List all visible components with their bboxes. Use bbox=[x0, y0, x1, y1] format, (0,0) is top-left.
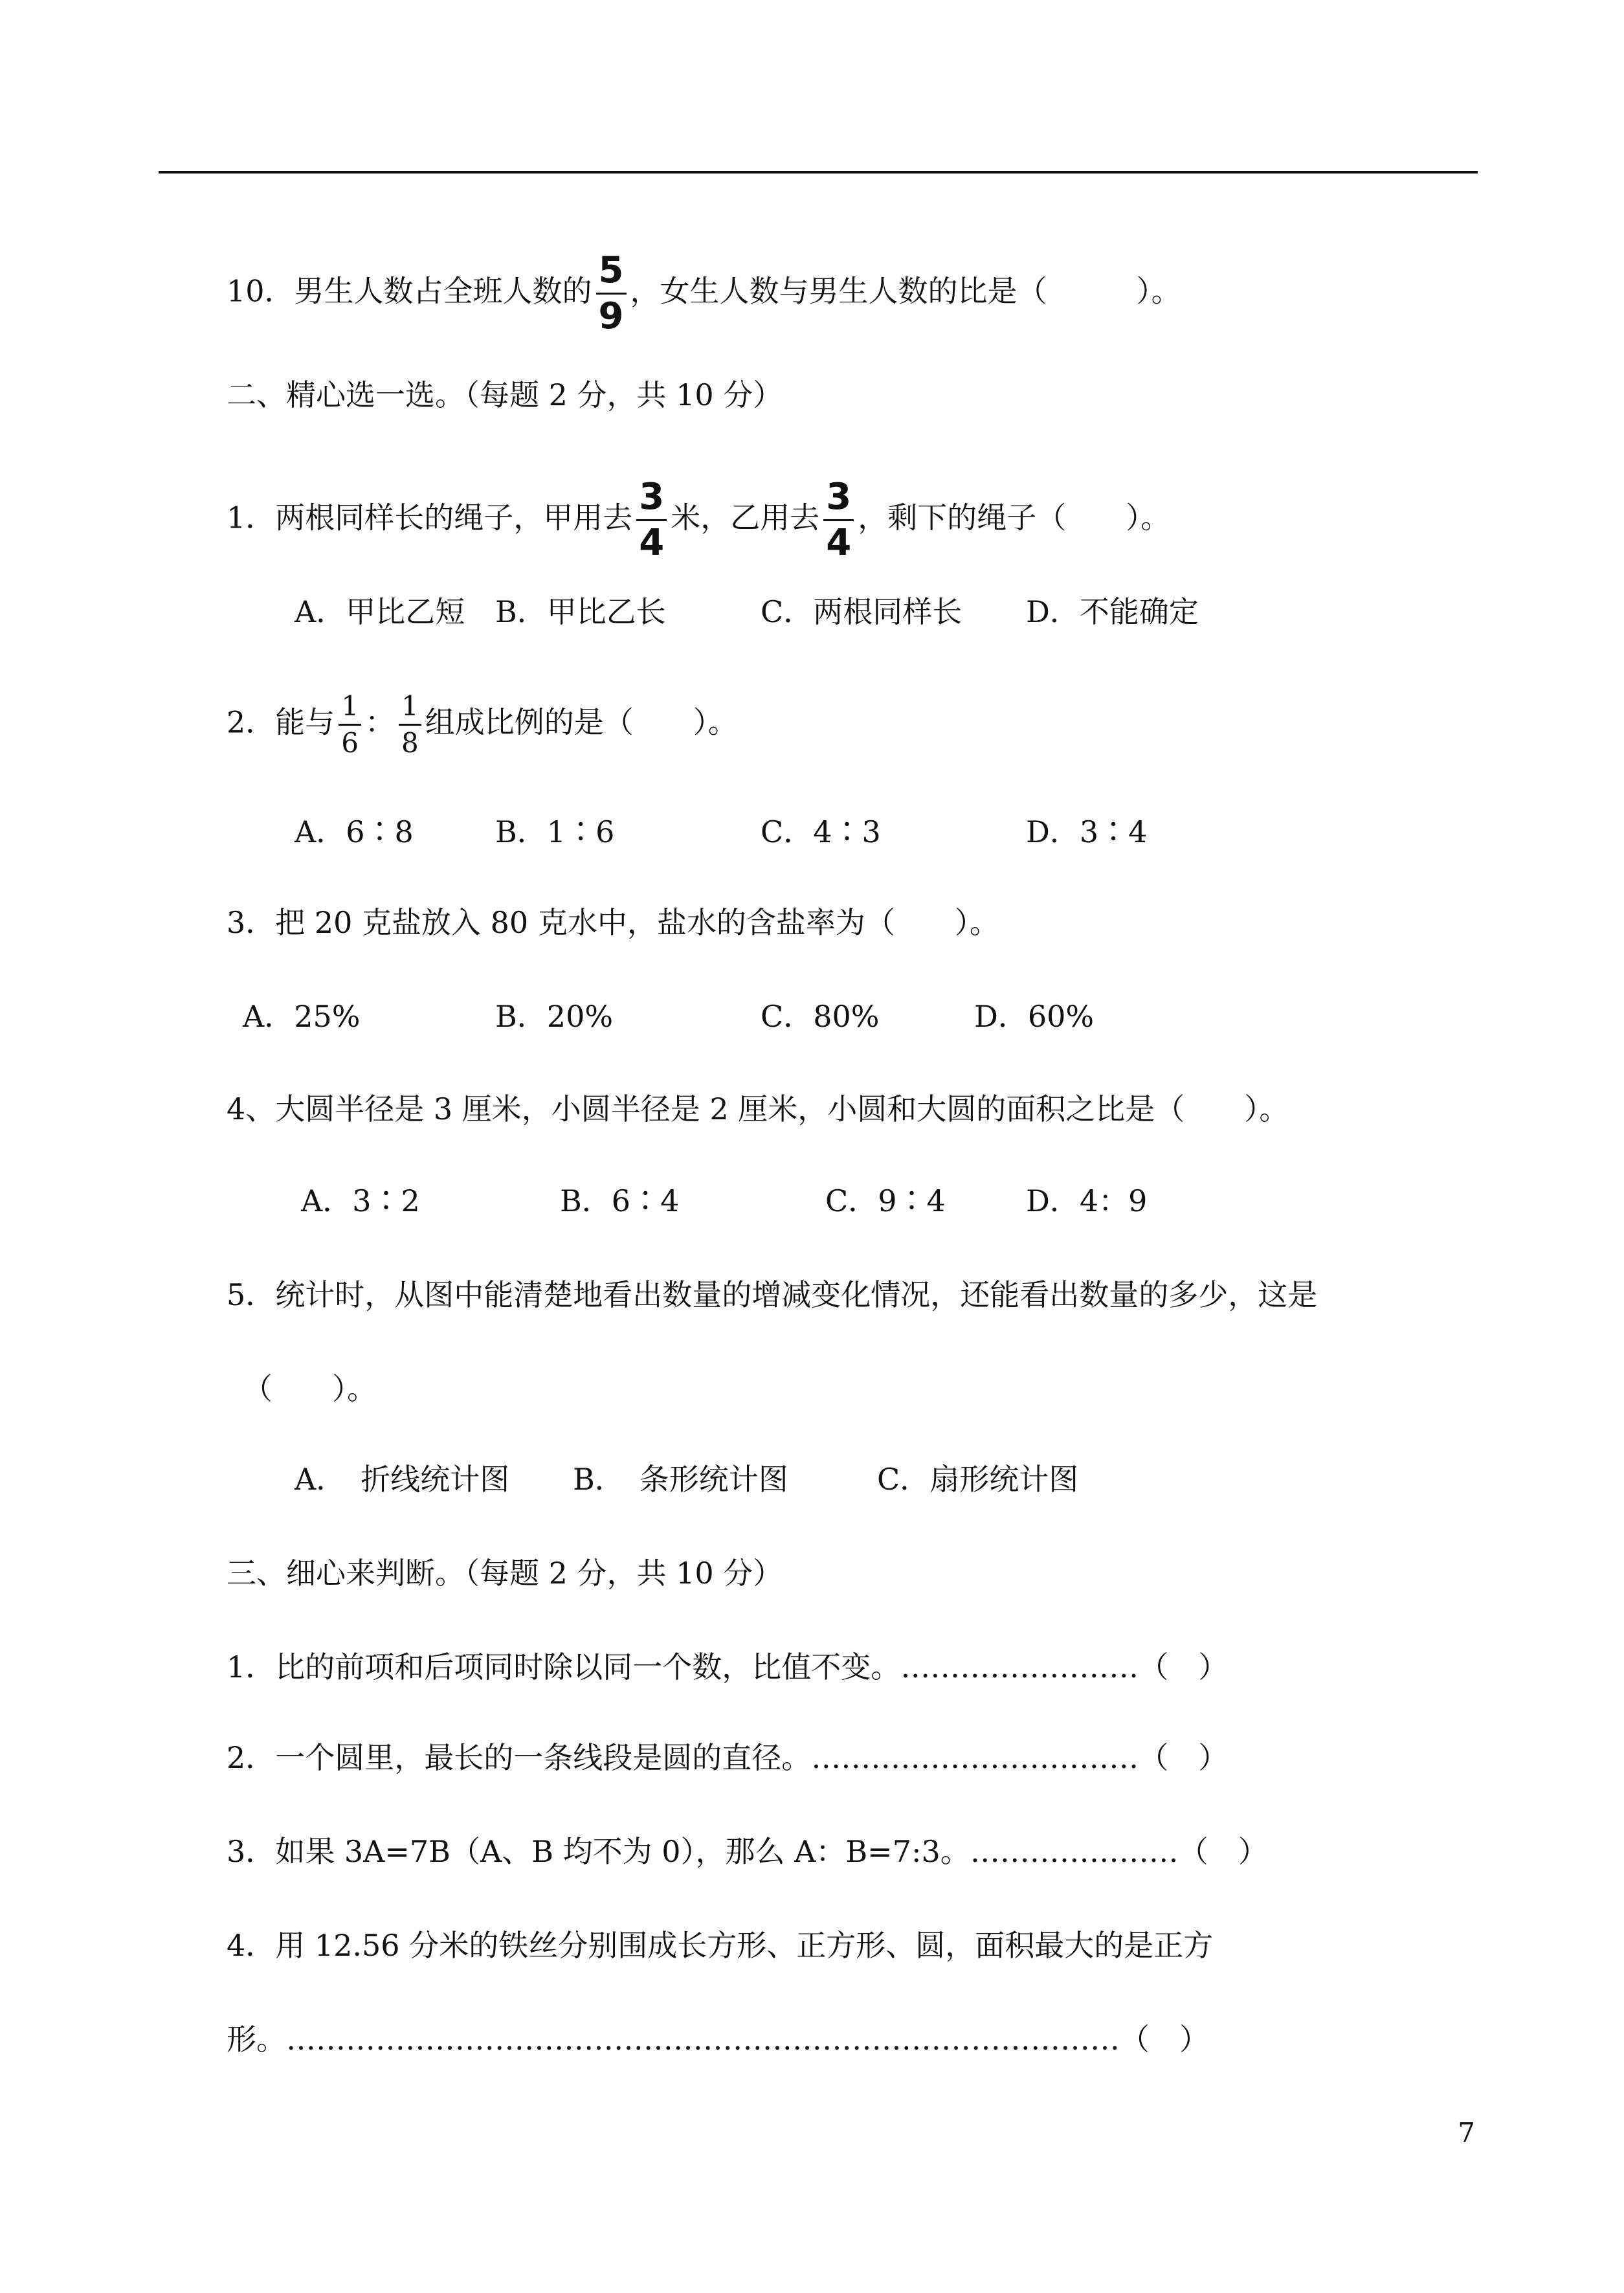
s2-question-2 bbox=[227, 690, 738, 759]
s2q3-option-d: D．60% bbox=[974, 999, 1095, 1034]
s2q1-text-pre: 1．两根同样长的绳子，甲用去 bbox=[227, 500, 633, 535]
s2q4-option-c: C．9∶4 bbox=[825, 1183, 946, 1218]
s3-question-4-line-2: 形。…………………………………………………………………………（ ） bbox=[227, 2022, 1209, 2057]
fraction-bar bbox=[823, 519, 854, 521]
s3-question-2: 2．一个圆里，最长的一条线段是圆的直径。……………………………（ ） bbox=[227, 1740, 1229, 1775]
fraction-bar bbox=[339, 724, 361, 726]
s2-question-5-line-1: 5．统计时，从图中能清楚地看出数量的增减变化情况，还能看出数量的多少，这是 bbox=[227, 1277, 1318, 1312]
fraction-5-9 bbox=[596, 249, 627, 337]
s2q2-option-b: B．1∶6 bbox=[495, 814, 615, 849]
s2q2-text-pre: 2．能与 bbox=[227, 704, 335, 740]
s2q3-option-c: C．80% bbox=[761, 999, 880, 1034]
s2q1-option-a: A．甲比乙短 bbox=[295, 594, 465, 629]
fraction-bar bbox=[596, 293, 627, 295]
section-3-title: 三、细心来判断。（每题 2 分，共 10 分） bbox=[227, 1556, 783, 1591]
s2q2-text-post: 组成比例的是（ ）。 bbox=[425, 704, 738, 740]
s2q3-option-b: B．20% bbox=[495, 999, 614, 1034]
header-rule bbox=[159, 171, 1478, 173]
section-2-title: 二、精心选一选。（每题 2 分，共 10 分） bbox=[227, 377, 783, 412]
fraction-denominator: 4 bbox=[826, 522, 852, 564]
s2q2-option-c: C．4∶3 bbox=[761, 814, 881, 849]
fraction-denominator: 9 bbox=[598, 295, 624, 337]
s2-question-1 bbox=[227, 476, 1171, 564]
fraction-bar bbox=[399, 724, 421, 726]
fraction-3-4-b bbox=[823, 476, 854, 564]
fraction-1-6 bbox=[339, 690, 361, 759]
s2q3-option-a: A．25% bbox=[243, 999, 361, 1034]
s2q1-text-post: ，剩下的绳子（ ）。 bbox=[858, 500, 1171, 535]
fraction-numerator: 5 bbox=[598, 249, 624, 291]
s2-question-3: 3．把 20 克盐放入 80 克水中，盐水的含盐率为（ ）。 bbox=[227, 905, 999, 940]
s3-question-4-line-1: 4．用 12.56 分米的铁丝分别围成长方形、正方形、圆，面积最大的是正方 bbox=[227, 1928, 1214, 1963]
fraction-denominator: 4 bbox=[639, 522, 665, 564]
fraction-denominator: 8 bbox=[401, 727, 419, 759]
s2q4-option-a: A．3∶2 bbox=[301, 1183, 420, 1218]
s3-question-1: 1．比的前项和后项同时除以同一个数，比值不变。……………………（ ） bbox=[227, 1650, 1229, 1684]
s2-question-5-line-2: （ ）。 bbox=[243, 1371, 377, 1406]
fraction-numerator: 1 bbox=[401, 690, 419, 722]
s3-question-3: 3．如果 3A=7B（A、B 均不为 0），那么 A：B=7:3。…………………（ ） bbox=[227, 1834, 1268, 1869]
s2q4-option-b: B．6∶4 bbox=[560, 1183, 680, 1218]
s2q5-option-a: A． 折线统计图 bbox=[295, 1462, 510, 1497]
fraction-numerator: 3 bbox=[826, 476, 852, 518]
fraction-numerator: 1 bbox=[341, 690, 359, 722]
s2q1-option-d: D．不能确定 bbox=[1026, 594, 1199, 629]
fraction-1-8 bbox=[399, 690, 421, 759]
q10-text-post: ，女生人数与男生人数的比是（ ）。 bbox=[630, 273, 1181, 309]
s2q4-option-d: D．4：9 bbox=[1026, 1183, 1148, 1218]
s2q1-option-c: C．两根同样长 bbox=[761, 594, 962, 629]
question-10 bbox=[227, 249, 1181, 337]
fraction-numerator: 3 bbox=[639, 476, 665, 518]
s2q2-option-d: D．3∶4 bbox=[1026, 814, 1148, 849]
s2q1-option-b: B．甲比乙长 bbox=[495, 594, 666, 629]
s2q5-option-b: B． 条形统计图 bbox=[573, 1462, 788, 1497]
q10-text-pre: 10．男生人数占全班人数的 bbox=[227, 273, 592, 309]
fraction-3-4-a bbox=[636, 476, 667, 564]
s2q1-text-mid: 米，乙用去 bbox=[671, 500, 820, 535]
ratio-colon: ： bbox=[365, 704, 395, 740]
s2q2-option-a: A．6∶8 bbox=[295, 814, 414, 849]
s2q5-option-c: C．扇形统计图 bbox=[877, 1462, 1079, 1497]
fraction-denominator: 6 bbox=[341, 727, 359, 759]
page-number: 7 bbox=[1458, 2117, 1475, 2149]
fraction-bar bbox=[636, 519, 667, 521]
s2-question-4: 4、大圆半径是 3 厘米，小圆半径是 2 厘米，小圆和大圆的面积之比是（ ）。 bbox=[227, 1091, 1289, 1126]
